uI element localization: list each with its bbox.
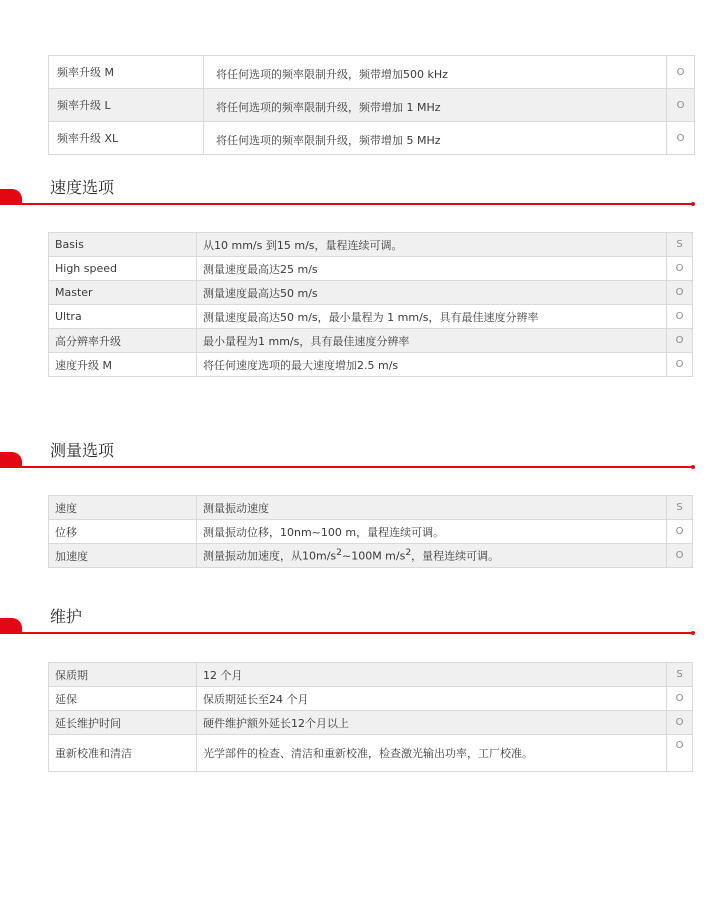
option-name: 重新校准和清洁: [49, 735, 197, 772]
option-name: 频率升级 M: [49, 56, 204, 89]
option-mark: O: [667, 281, 693, 305]
option-name: Ultra: [49, 305, 197, 329]
option-mark: O: [667, 89, 695, 122]
section-marker: [0, 452, 22, 468]
section-title: 速度选项: [50, 178, 115, 197]
section-title: 测量选项: [50, 441, 115, 460]
option-mark: S: [667, 496, 693, 520]
option-description: 将任何选项的频率限制升级，频带增加 5 MHz: [204, 122, 667, 155]
table-row: [49, 122, 695, 155]
option-description: 从10 mm/s 到15 m/s，量程连续可调。: [197, 233, 667, 257]
section-header-maintenance: [0, 604, 712, 634]
table-row: [49, 687, 693, 711]
option-name: 保质期: [49, 663, 197, 687]
table-row: [49, 663, 693, 687]
divider-end-dot: [691, 202, 695, 206]
option-mark: S: [667, 663, 693, 687]
option-mark: S: [667, 233, 693, 257]
table-row: [49, 735, 693, 772]
divider-end-dot: [691, 631, 695, 635]
section-header-speed: [0, 175, 712, 205]
option-name: Basis: [49, 233, 197, 257]
speed-options-table: [48, 232, 693, 377]
option-name: 高分辨率升级: [49, 329, 197, 353]
option-mark: O: [667, 122, 695, 155]
option-mark: O: [667, 544, 693, 568]
option-name: 加速度: [49, 544, 197, 568]
option-description: 光学部件的检查、清洁和重新校准，检查激光输出功率，工厂校准。: [197, 735, 667, 772]
table-row: [49, 711, 693, 735]
maintenance-table: [48, 662, 693, 772]
section-divider: [22, 466, 694, 468]
measurement-options-table: [48, 495, 693, 568]
description-part: 测量振动加速度，从10m/s: [203, 549, 337, 563]
table-row: [49, 257, 693, 281]
section-divider: [22, 632, 694, 634]
description-part: ~100M m/s: [341, 549, 406, 563]
option-name: 速度: [49, 496, 197, 520]
section-marker: [0, 189, 22, 205]
option-description: 保质期延长至24 个月: [197, 687, 667, 711]
option-description: 12 个月: [197, 663, 667, 687]
table-row: [49, 353, 693, 377]
option-mark: O: [667, 56, 695, 89]
option-mark: O: [667, 520, 693, 544]
divider-end-dot: [691, 465, 695, 469]
section-marker: [0, 618, 22, 634]
option-description: 测量速度最高达50 m/s，最小量程为 1 mm/s，具有最佳速度分辨率: [197, 305, 667, 329]
option-mark: O: [667, 353, 693, 377]
table-row: [49, 56, 695, 89]
table-row: [49, 305, 693, 329]
option-description: 测量速度最高达25 m/s: [197, 257, 667, 281]
option-mark: O: [667, 711, 693, 735]
option-description: 将任何速度选项的最大速度增加2.5 m/s: [197, 353, 667, 377]
option-description: 测量振动位移，10nm~100 m，量程连续可调。: [197, 520, 667, 544]
option-description: 将任何选项的频率限制升级，频带增加 1 MHz: [204, 89, 667, 122]
table-row: [49, 89, 695, 122]
section-title: 维护: [50, 607, 83, 626]
option-name: 延保: [49, 687, 197, 711]
option-name: 频率升级 XL: [49, 122, 204, 155]
table-row: [49, 544, 693, 568]
table-row: [49, 496, 693, 520]
table-row: [49, 329, 693, 353]
table-row: [49, 233, 693, 257]
option-name: Master: [49, 281, 197, 305]
table-row: [49, 520, 693, 544]
section-divider: [22, 203, 694, 205]
option-mark: O: [667, 687, 693, 711]
option-mark: O: [667, 329, 693, 353]
frequency-upgrade-table: [48, 55, 695, 155]
option-name: 延长维护时间: [49, 711, 197, 735]
option-mark: O: [667, 735, 693, 772]
option-name: 位移: [49, 520, 197, 544]
option-description: 测量振动速度: [197, 496, 667, 520]
option-description: 最小量程为1 mm/s，具有最佳速度分辨率: [197, 329, 667, 353]
table-row: [49, 281, 693, 305]
option-description: 硬件维护额外延长12个月以上: [197, 711, 667, 735]
option-name: 频率升级 L: [49, 89, 204, 122]
option-description: 将任何选项的频率限制升级，频带增加500 kHz: [204, 56, 667, 89]
option-name: High speed: [49, 257, 197, 281]
option-mark: O: [667, 305, 693, 329]
section-header-measurement: [0, 438, 712, 468]
option-description: 测量速度最高达50 m/s: [197, 281, 667, 305]
superscript: 2: [405, 547, 412, 559]
option-mark: O: [667, 257, 693, 281]
description-part: ，量程连续可调。: [411, 549, 500, 563]
option-description: [197, 544, 667, 568]
option-name: 速度升级 M: [49, 353, 197, 377]
superscript: 2: [336, 547, 342, 559]
